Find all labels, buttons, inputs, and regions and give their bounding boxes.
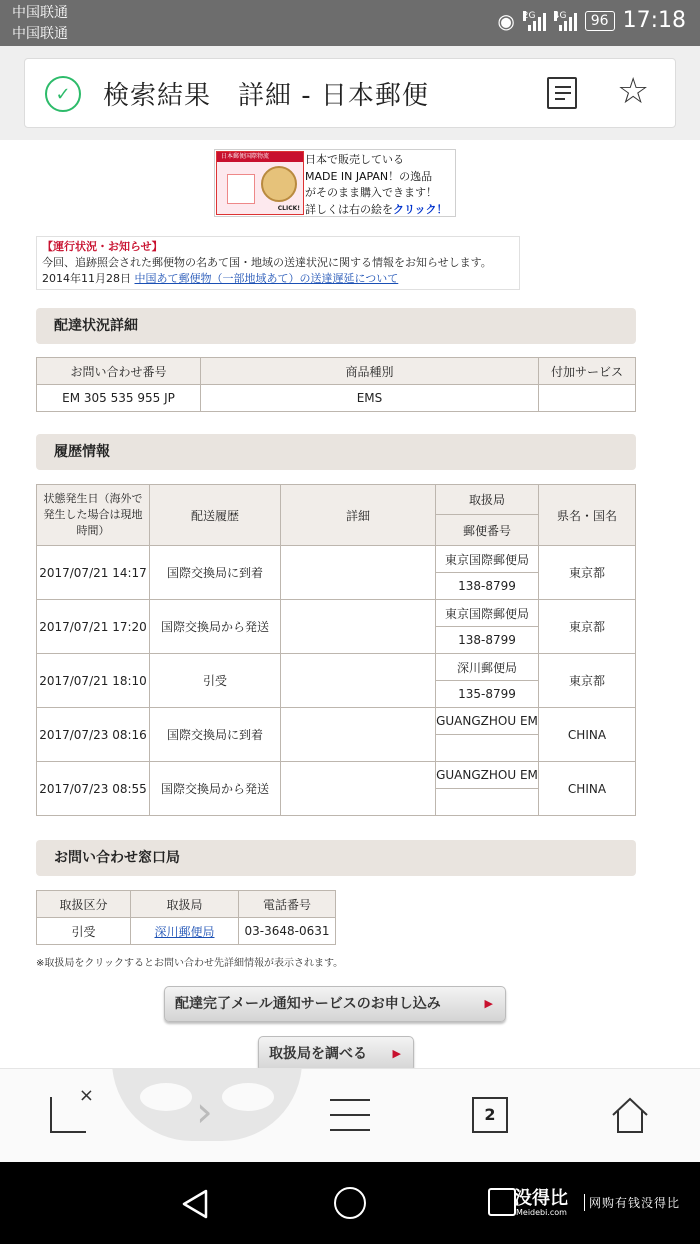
history-postal: 138-8799 bbox=[436, 573, 539, 600]
close-tab-icon[interactable]: × bbox=[50, 1097, 86, 1133]
battery-indicator: 96 bbox=[585, 11, 615, 31]
history-event: 国際交換局から発送 bbox=[150, 762, 281, 816]
history-detail bbox=[281, 654, 436, 708]
header-prefecture: 県名・国名 bbox=[539, 485, 636, 546]
page-title[interactable]: 検索結果 詳細 - 日本郵便 bbox=[103, 81, 429, 111]
system-nav-bar: 没得比 Meidebi.com 网购有钱没得比 bbox=[0, 1162, 700, 1244]
history-office: GUANGZHOU EM bbox=[436, 708, 539, 735]
header-postal: 郵便番号 bbox=[436, 515, 539, 546]
food-graphic bbox=[261, 166, 297, 202]
delivery-details-table bbox=[36, 357, 636, 412]
menu-icon[interactable] bbox=[330, 1099, 370, 1131]
history-date: 2017/07/21 14:17 bbox=[37, 546, 150, 600]
carrier-label-1: 中国联通 bbox=[12, 5, 68, 21]
ad-image[interactable]: 日本郵便国際物流 CLICK! bbox=[216, 151, 304, 215]
status-bar bbox=[0, 0, 700, 46]
history-detail bbox=[281, 762, 436, 816]
item-type: EMS bbox=[201, 385, 539, 412]
forward-icon[interactable]: › bbox=[196, 1087, 213, 1136]
mail-notification-button[interactable]: 配達完了メール通知サービスのお申し込み ▶ bbox=[164, 986, 506, 1022]
tracking-number: EM 305 535 955 JP bbox=[37, 385, 201, 412]
watermark-logo-icon bbox=[488, 1188, 516, 1216]
back-icon[interactable] bbox=[180, 1188, 210, 1220]
signal-4g-icon: 4G bbox=[554, 11, 577, 31]
find-office-button[interactable]: 取扱局を調べる ▶ bbox=[258, 1036, 414, 1072]
arrow-right-icon: ▶ bbox=[392, 1047, 401, 1060]
history-prefecture: CHINA bbox=[539, 708, 636, 762]
header-date: 状態発生日（海外で発生した場合は現地時間） bbox=[37, 485, 150, 546]
history-office: 深川郵便局 bbox=[436, 654, 539, 681]
service-notice bbox=[36, 236, 520, 290]
star-icon[interactable]: ☆ bbox=[617, 71, 650, 112]
history-prefecture: CHINA bbox=[539, 762, 636, 816]
phone-number: 03-3648-0631 bbox=[239, 918, 336, 945]
delivery-details-heading: 配達状況詳細 bbox=[36, 308, 636, 344]
history-event: 引受 bbox=[150, 654, 281, 708]
history-office: GUANGZHOU EM bbox=[436, 762, 539, 789]
history-date: 2017/07/21 17:20 bbox=[37, 600, 150, 654]
status-clock: 17:18 bbox=[622, 8, 686, 33]
signal-2g-icon: 2G bbox=[523, 11, 546, 31]
history-prefecture: 東京都 bbox=[539, 654, 636, 708]
history-postal: 135-8799 bbox=[436, 681, 539, 708]
history-detail bbox=[281, 546, 436, 600]
history-heading: 履歴情報 bbox=[36, 434, 636, 470]
notice-link[interactable]: 中国あて郵便物（一部地域あて）の送達遅延について bbox=[134, 272, 399, 285]
browser-bottom-bar bbox=[0, 1068, 700, 1162]
header-office: 取扱局 bbox=[436, 485, 539, 515]
carrier-label-2: 中国联通 bbox=[12, 26, 68, 42]
history-office: 東京国際郵便局 bbox=[436, 600, 539, 627]
contact-heading: お問い合わせ窓口局 bbox=[36, 840, 636, 876]
gift-box-graphic bbox=[227, 174, 255, 204]
ad-text: 日本で販売している MADE IN JAPAN！の逸品 がそのまま購入できます！ 詳しくは右の絵をクリック！ bbox=[305, 153, 448, 216]
address-bar[interactable] bbox=[24, 58, 676, 128]
extra-service bbox=[539, 385, 636, 412]
header-handling-office: 取扱局 bbox=[131, 891, 239, 918]
history-postal bbox=[436, 735, 539, 762]
history-prefecture: 東京都 bbox=[539, 600, 636, 654]
eye-icon: ◉ bbox=[497, 8, 515, 33]
header-item-type: 商品種別 bbox=[201, 358, 539, 385]
arrow-right-icon: ▶ bbox=[484, 997, 493, 1010]
home-icon[interactable] bbox=[610, 1095, 650, 1135]
ad-banner[interactable] bbox=[214, 149, 456, 217]
header-handling-type: 取扱区分 bbox=[37, 891, 131, 918]
history-office: 東京国際郵便局 bbox=[436, 546, 539, 573]
header-phone: 電話番号 bbox=[239, 891, 336, 918]
reader-icon[interactable] bbox=[547, 77, 577, 109]
history-postal bbox=[436, 789, 539, 816]
history-table bbox=[36, 484, 636, 816]
browser-toolbar bbox=[0, 46, 700, 140]
history-detail bbox=[281, 708, 436, 762]
notice-date: 2014年11月28日 bbox=[42, 272, 131, 285]
history-prefecture: 東京都 bbox=[539, 546, 636, 600]
history-postal: 138-8799 bbox=[436, 627, 539, 654]
ad-click-link[interactable]: クリック！ bbox=[393, 202, 448, 216]
history-date: 2017/07/23 08:16 bbox=[37, 708, 150, 762]
header-extra-service: 付加サービス bbox=[539, 358, 636, 385]
contact-table bbox=[36, 890, 336, 945]
history-detail bbox=[281, 600, 436, 654]
tabs-count-button[interactable]: 2 bbox=[472, 1097, 508, 1133]
notice-text: 今回、追跡照会された郵便物の名あて国・地域の送達状況に関する情報をお知らせします。 bbox=[42, 256, 492, 269]
notice-heading: 【運行状況・お知らせ】 bbox=[42, 240, 163, 253]
history-event: 国際交換局に到着 bbox=[150, 708, 281, 762]
contact-note: ※取扱局をクリックするとお問い合わせ先詳細情報が表示されます。 bbox=[36, 958, 344, 969]
handling-type: 引受 bbox=[37, 918, 131, 945]
history-event: 国際交換局に到着 bbox=[150, 546, 281, 600]
history-date: 2017/07/23 08:55 bbox=[37, 762, 150, 816]
header-detail: 詳細 bbox=[281, 485, 436, 546]
handling-office-link[interactable]: 深川郵便局 bbox=[154, 924, 215, 939]
header-inquiry-number: お問い合わせ番号 bbox=[37, 358, 201, 385]
history-event: 国際交換局から発送 bbox=[150, 600, 281, 654]
shield-check-icon[interactable]: ✓ bbox=[45, 76, 81, 112]
nav-home-icon[interactable] bbox=[334, 1187, 366, 1219]
history-date: 2017/07/21 18:10 bbox=[37, 654, 150, 708]
header-history: 配送履歴 bbox=[150, 485, 281, 546]
